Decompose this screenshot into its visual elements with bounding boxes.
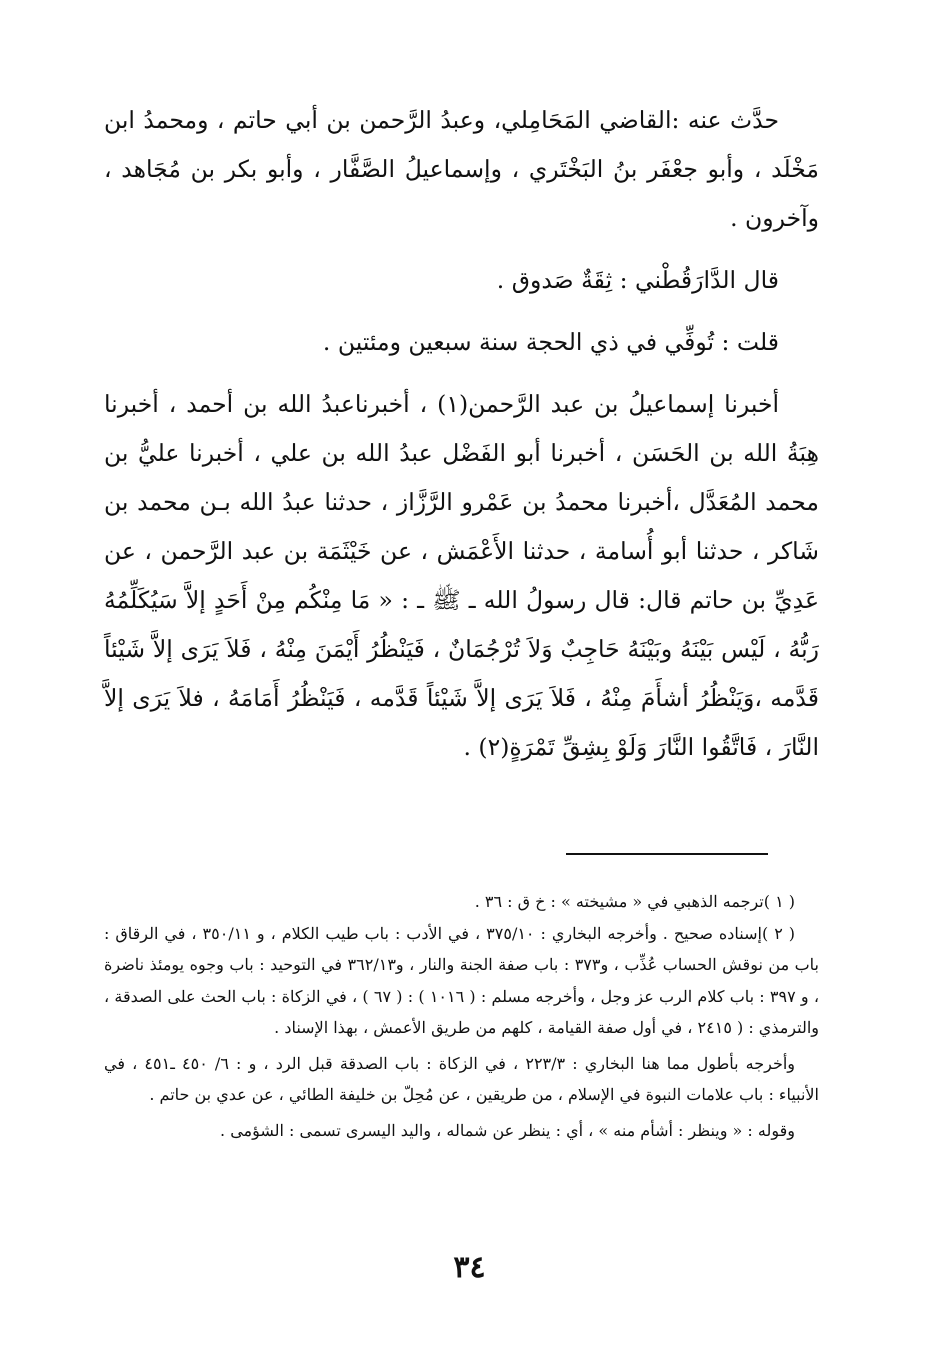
footnote-separator [566,853,768,855]
paragraph-narrators: حدَّث عنه :القاضي المَحَامِلي، وعبدُ الرَّحمن بن أبي حاتم ، ومحمدُ ابن مَخْلَد ، وأبو جعْفَر بنُ البَخْتَري ، وإسماعيلُ الصَّفَّار ، وأبو بكر بن مُجَاهد ، وآخرون . [104,106,819,232]
footnote-2-continued: وأخرجه بأطول مما هنا البخاري : ٢٢٣/٣ ، في الزكاة : باب الصدقة قبل الرد ، و : ٦/ ٤٥٠ ـ٤٥١ ، في الأنبياء : باب علامات النبوة في الإسلام ، من طريقين ، عن مُحِلّ بن خليفة الطائي ، عن عدي بن حاتم . [104,1053,819,1104]
footnote-2-explanation: وقوله : « وينظر : أشأم منه » ، أي : ينظر عن شماله ، واليد اليسرى تسمى : الشؤمى . [220,1120,795,1140]
paragraph-daraqutni: قال الدَّارَقُطْني : ثِقَةٌ صَدوق . [496,266,779,294]
page-number: ٣٤ [453,1250,486,1285]
footnotes [104,886,819,1146]
paragraph-death-date: قلت : تُوفِّي في ذي الحجة سنة سبعين ومئتين . [322,328,779,356]
main-text [104,96,819,772]
footnote-1: ( ١ )ترجمه الذهبي في « مشيخته » : خ ق : ٣٦ . [474,892,795,911]
footnote-2: ( ٢ )إسناده صحيح . وأخرجه البخاري : ٣٧٥/١٠ ، في الأدب : باب طيب الكلام ، و ٣٥٠/١١ ، في الرقاق : باب من نوقش الحساب عُذِّب ، و٣٧٣ : باب صفة الجنة والنار ، و٣٦٢/١٣ في التوحيد : باب وجوه يومئذ ناضرة ، و ٣٩٧ : باب كلام الرب عز وجل ، وأخرجه مسلم : ( ١٠١٦ ) : ( ٦٧ ) ، في الزكاة : باب الحث على الصدقة ، والترمذي : ( ٢٤١٥ ، في أول صفة القيامة ، كلهم من طريق الأعمش ، بهذا الإسناد . [104,923,820,1037]
paragraph-hadith: أخبرنا إسماعيلُ بن عبد الرَّحمن(١) ، أخبرناعبدُ الله بن أحمد ، أخبرنا هِبَةُ الله بن الحَسَن ، أخبرنا أبو الفَضْل عبدُ الله بن علي ، أخبرنا عليُّ بن محمد المُعَدَّل ،أخبرنا محمدُ بن عَمْرو الرَّزَّاز ، حدثنا عبدُ الله بـن محمد بن شَاكر ، حدثنا أبو أُسامة ، حدثنا الأَعْمَش ، عن خَيْثَمَة بن عبد الرَّحمن ، عن عَدِيِّ بن حاتم قال: قال رسولُ الله ـ ﷺ ـ : « مَا مِنْكُم مِنْ أَحَدٍ إلاَّ سَيُكَلِّمُهُ رَبُّهُ ، لَيْس بَيْنَهُ وبَيْنَهُ حَاجِبٌ وَلاَ تُرْجُمَانٌ ، فَيَنْظُرُ أَيْمَنَ مِنْهُ ، فَلاَ يَرَى إلاَّ شَيْئاً قَدَّمه ،وَيَنْظُرُ أشأَمَ مِنْهُ ، فَلاَ يَرَى إلاَّ شَيْئاً قَدَّمه ، فَيَنْظُرُ أَمَامَهُ ، فلاَ يَرَى إلاَّ النَّارَ ، فَاتَّقُوا النَّارَ وَلَوْ بِشِقِّ تَمْرَةٍ(٢) . [104,390,819,761]
